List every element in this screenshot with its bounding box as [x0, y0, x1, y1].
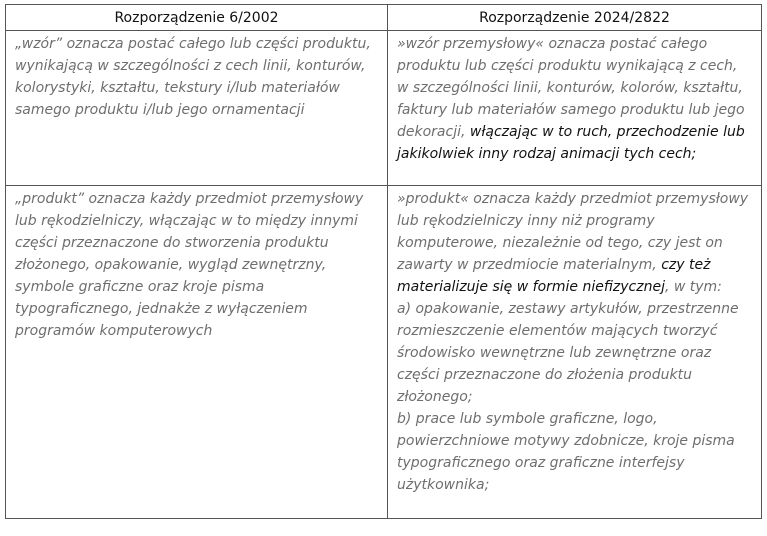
cell-highlight: włączając w to ruch, przechodzenie lub jakikolwiek inny rodzaj animacji tych cech; [397, 124, 745, 162]
list-item-b: b) prace lub symbole graficzne, logo, powierzchniowe motywy zdobnicze, kroje pisma typograficznego oraz graficzne interfejsy użytkownika; [397, 411, 735, 493]
list-item-a: a) opakowanie, zestawy artykułów, przestrzenne rozmieszczenie elementów mających tworzyć środowisko wewnętrzne lub zewnętrzne oraz części przeznaczone do złożenia produktu złożonego; [397, 301, 739, 405]
cell-product-definition-2024 [388, 186, 762, 519]
header-regulation-2002: Rozporządzenie 6/2002 [6, 5, 388, 31]
cell-text: »produkt« oznacza każdy przedmiot przemysłowy lub rękodzielniczy inny niż programy komputerowe, niezależnie od tego, czy jest on zawarty w przedmiocie materialnym, [397, 191, 749, 273]
cell-text: »wzór przemysłowy« oznacza postać całego produktu lub części produktu wynikającą z cech, w szczególności linii, konturów, kolorów, kształtu, faktury lub materiałów samego produktu lub jego dekoracji, [397, 36, 745, 140]
comparison-table [5, 4, 762, 519]
cell-design-definition-2024 [388, 31, 762, 186]
cell-text: , w tym: [664, 279, 722, 295]
cell-text: „wzór” oznacza postać całego lub części produktu, wynikającą w szczególności z cech linii, konturów, kolorystyki, kształtu, tekstury i/lub materiałów samego produktu i/lub jego ornamentacji [15, 36, 371, 118]
header-regulation-2024: Rozporządzenie 2024/2822 [388, 5, 762, 31]
cell-text: „produkt” oznacza każdy przedmiot przemysłowy lub rękodzielniczy, włączając w to między innymi części przeznaczone do stworzenia produktu złożonego, opakowanie, wygląd zewnętrzny, symbole graficzne oraz kroje pisma typograficznego, jednakże z wyłączeniem programów komputerowych [15, 191, 364, 339]
cell-highlight: czy też materializuje się w formie niefizycznej [397, 257, 711, 295]
cell-design-definition-2002 [6, 31, 388, 186]
header-row [6, 5, 762, 31]
table-row [6, 186, 762, 519]
table-row [6, 31, 762, 186]
cell-product-definition-2002 [6, 186, 388, 519]
